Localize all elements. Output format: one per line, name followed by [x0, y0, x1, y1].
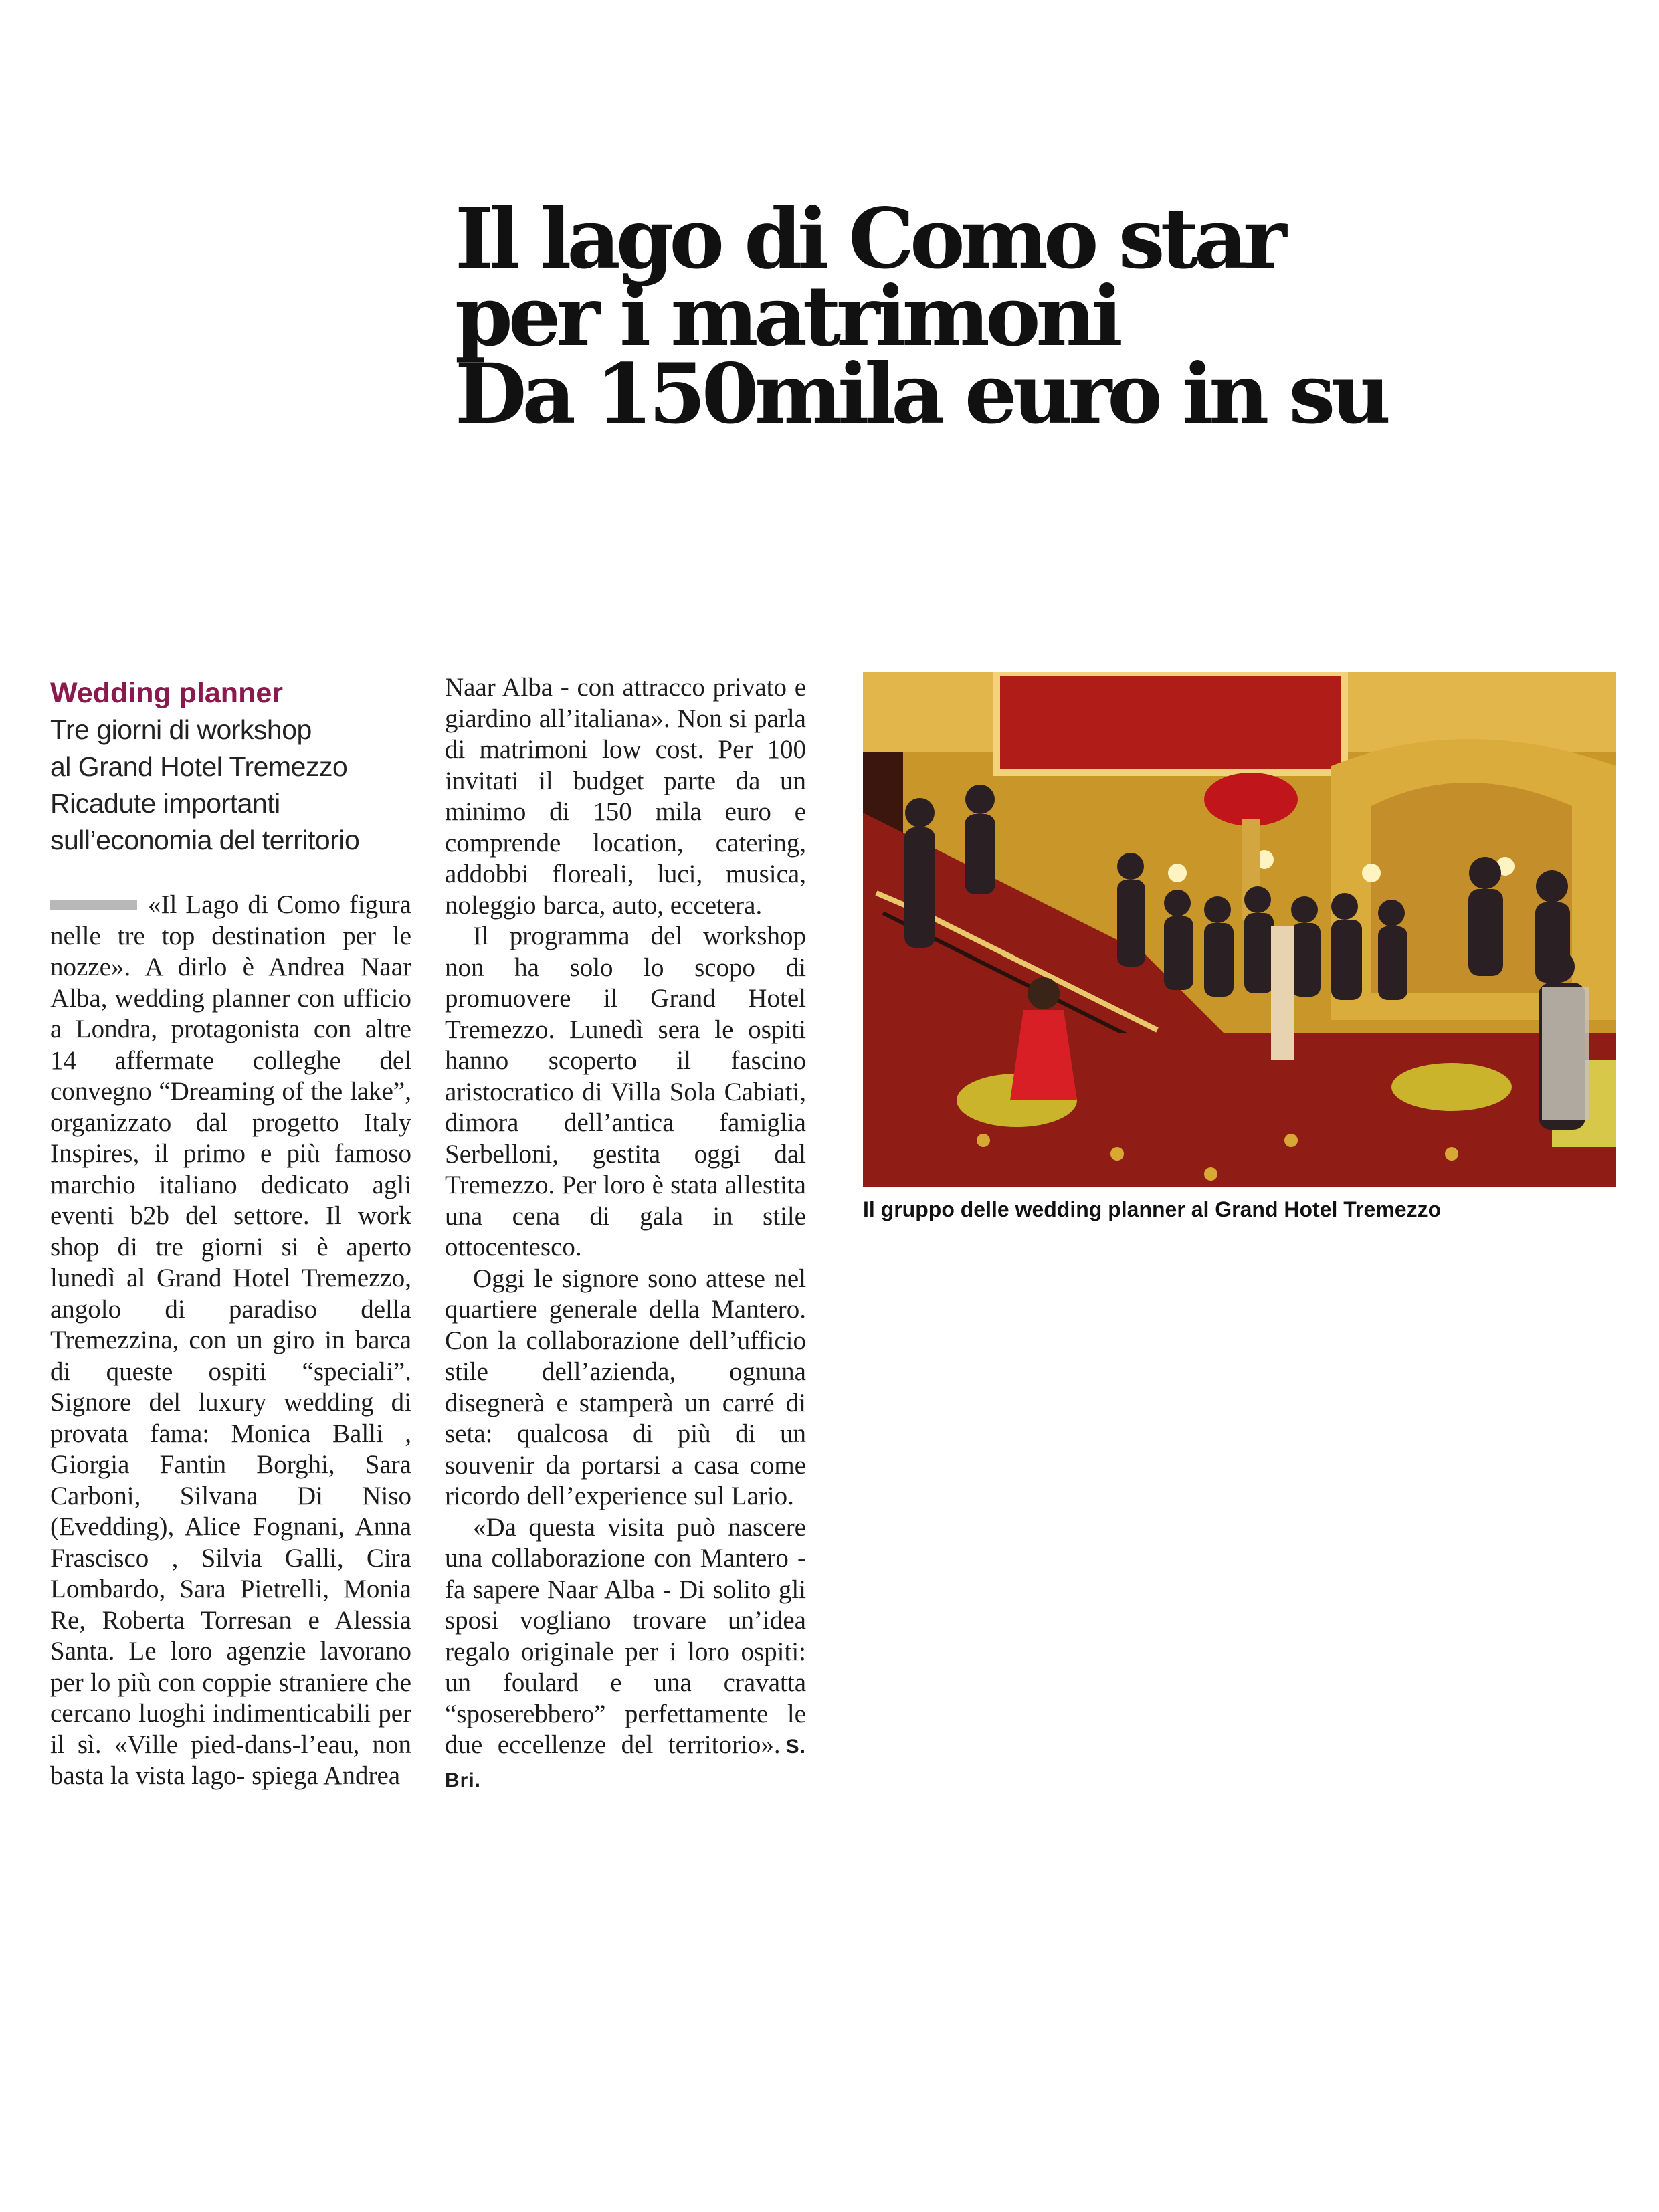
article-summary: [50, 712, 425, 859]
summary-line-1: Tre giorni di workshop: [50, 714, 312, 745]
paragraph-4-text: «Da questa visita può nascere una collaborazione con Mantero - fa sapere Naar Alba - Di solito gli sposi vogliano trovare un’idea regalo originale per i loro ospiti: un foulard e una cravatta “sposerebbero” perfettamente le due eccellenze del territorio».: [445, 1512, 806, 1759]
summary-line-3: Ricadute importanti: [50, 788, 280, 819]
section-kicker: Wedding planner: [50, 677, 283, 709]
summary-line-4: sull’economia del territorio: [50, 825, 360, 856]
summary-line-2: al Grand Hotel Tremezzo: [50, 751, 348, 782]
paragraph-4: [445, 1512, 806, 1797]
photo-caption: Il gruppo delle wedding planner al Grand Hotel Tremezzo: [863, 1197, 1442, 1221]
paragraph-1-continued: Naar Alba - con attracco privato e giardino all’italiana». Non si parla di matrimoni low cost. Per 100 invitati il budget parte da un minimo di 150 mila euro e comprende location, catering, addobbi floreali, luci, musica, noleggio barca, auto, eccetera.: [445, 673, 806, 920]
paragraph-2: Il programma del workshop non ha solo lo scopo di promuovere il Grand Hotel Tremezzo. Lunedì sera le ospiti hanno scoperto il fascino aristocratico di Villa Sola Cabiati, dimora dell’antica famiglia Serbelloni, gestita oggi dal Tremezzo. Per loro è stata allestita una cena di gala in stile ottocentesco.: [445, 922, 806, 1262]
paragraph-1-text: «Il Lago di Como figura nelle tre top destination per le nozze». A dirlo è Andrea Naar Alba, wedding planner con ufficio a Londra, protagonista con altre 14 affermate colleghe del convegno “Dreaming of the lake”, organizzato dal progetto Italy Inspires, il primo e più famoso marchio italiano dedicato agli eventi b2b del settore. Il work shop di tre giorni si è aperto lunedì al Grand Hotel Tremezzo, angolo di paradiso della Tremezzina, con un giro in barca di queste ospiti “speciali”. Signore del luxury wedding di provata fama: Monica Balli , Giorgia Fantin Borghi, Sara Carboni, Silvana Di Niso (Evedding), Alice Fognani, Anna Frascisco , Silvia Galli, Cira Lombardo, Sara Pietrelli, Monia Re, Roberta Torresan e Alessia Santa. Le loro agenzie lavorano per lo più con coppie straniere che cercano luoghi indimenticabili per il sì. «Ville pied-dans-l’eau, non basta la vista lago- spiega Andrea: [50, 890, 411, 1790]
paragraph-3: Oggi le signore sono attese nel quartiere generale della Mantero. Con la collaborazione dell’ufficio stile dell’azienda, ognuna disegnerà e stamperà un carré di seta: qualcosa di più di un souvenir da portarsi a casa come ricordo dell’experience sul Lario.: [445, 1264, 806, 1510]
article-column-2: [445, 672, 806, 1796]
headline-line-2: per i matrimoni: [455, 268, 1118, 365]
group-photo-illustration: [863, 672, 1616, 1187]
byline: S. Bri.: [445, 1736, 806, 1791]
headline-line-3: Da 150mila euro in su: [455, 346, 1387, 443]
group-photo: [863, 672, 1616, 1187]
headline-line-1: Il lago di Como star: [455, 191, 1282, 288]
paragraph-1: [50, 890, 411, 1792]
headline: [455, 191, 1458, 443]
lead-rule: [50, 900, 137, 910]
article-column-1: [50, 890, 411, 1792]
